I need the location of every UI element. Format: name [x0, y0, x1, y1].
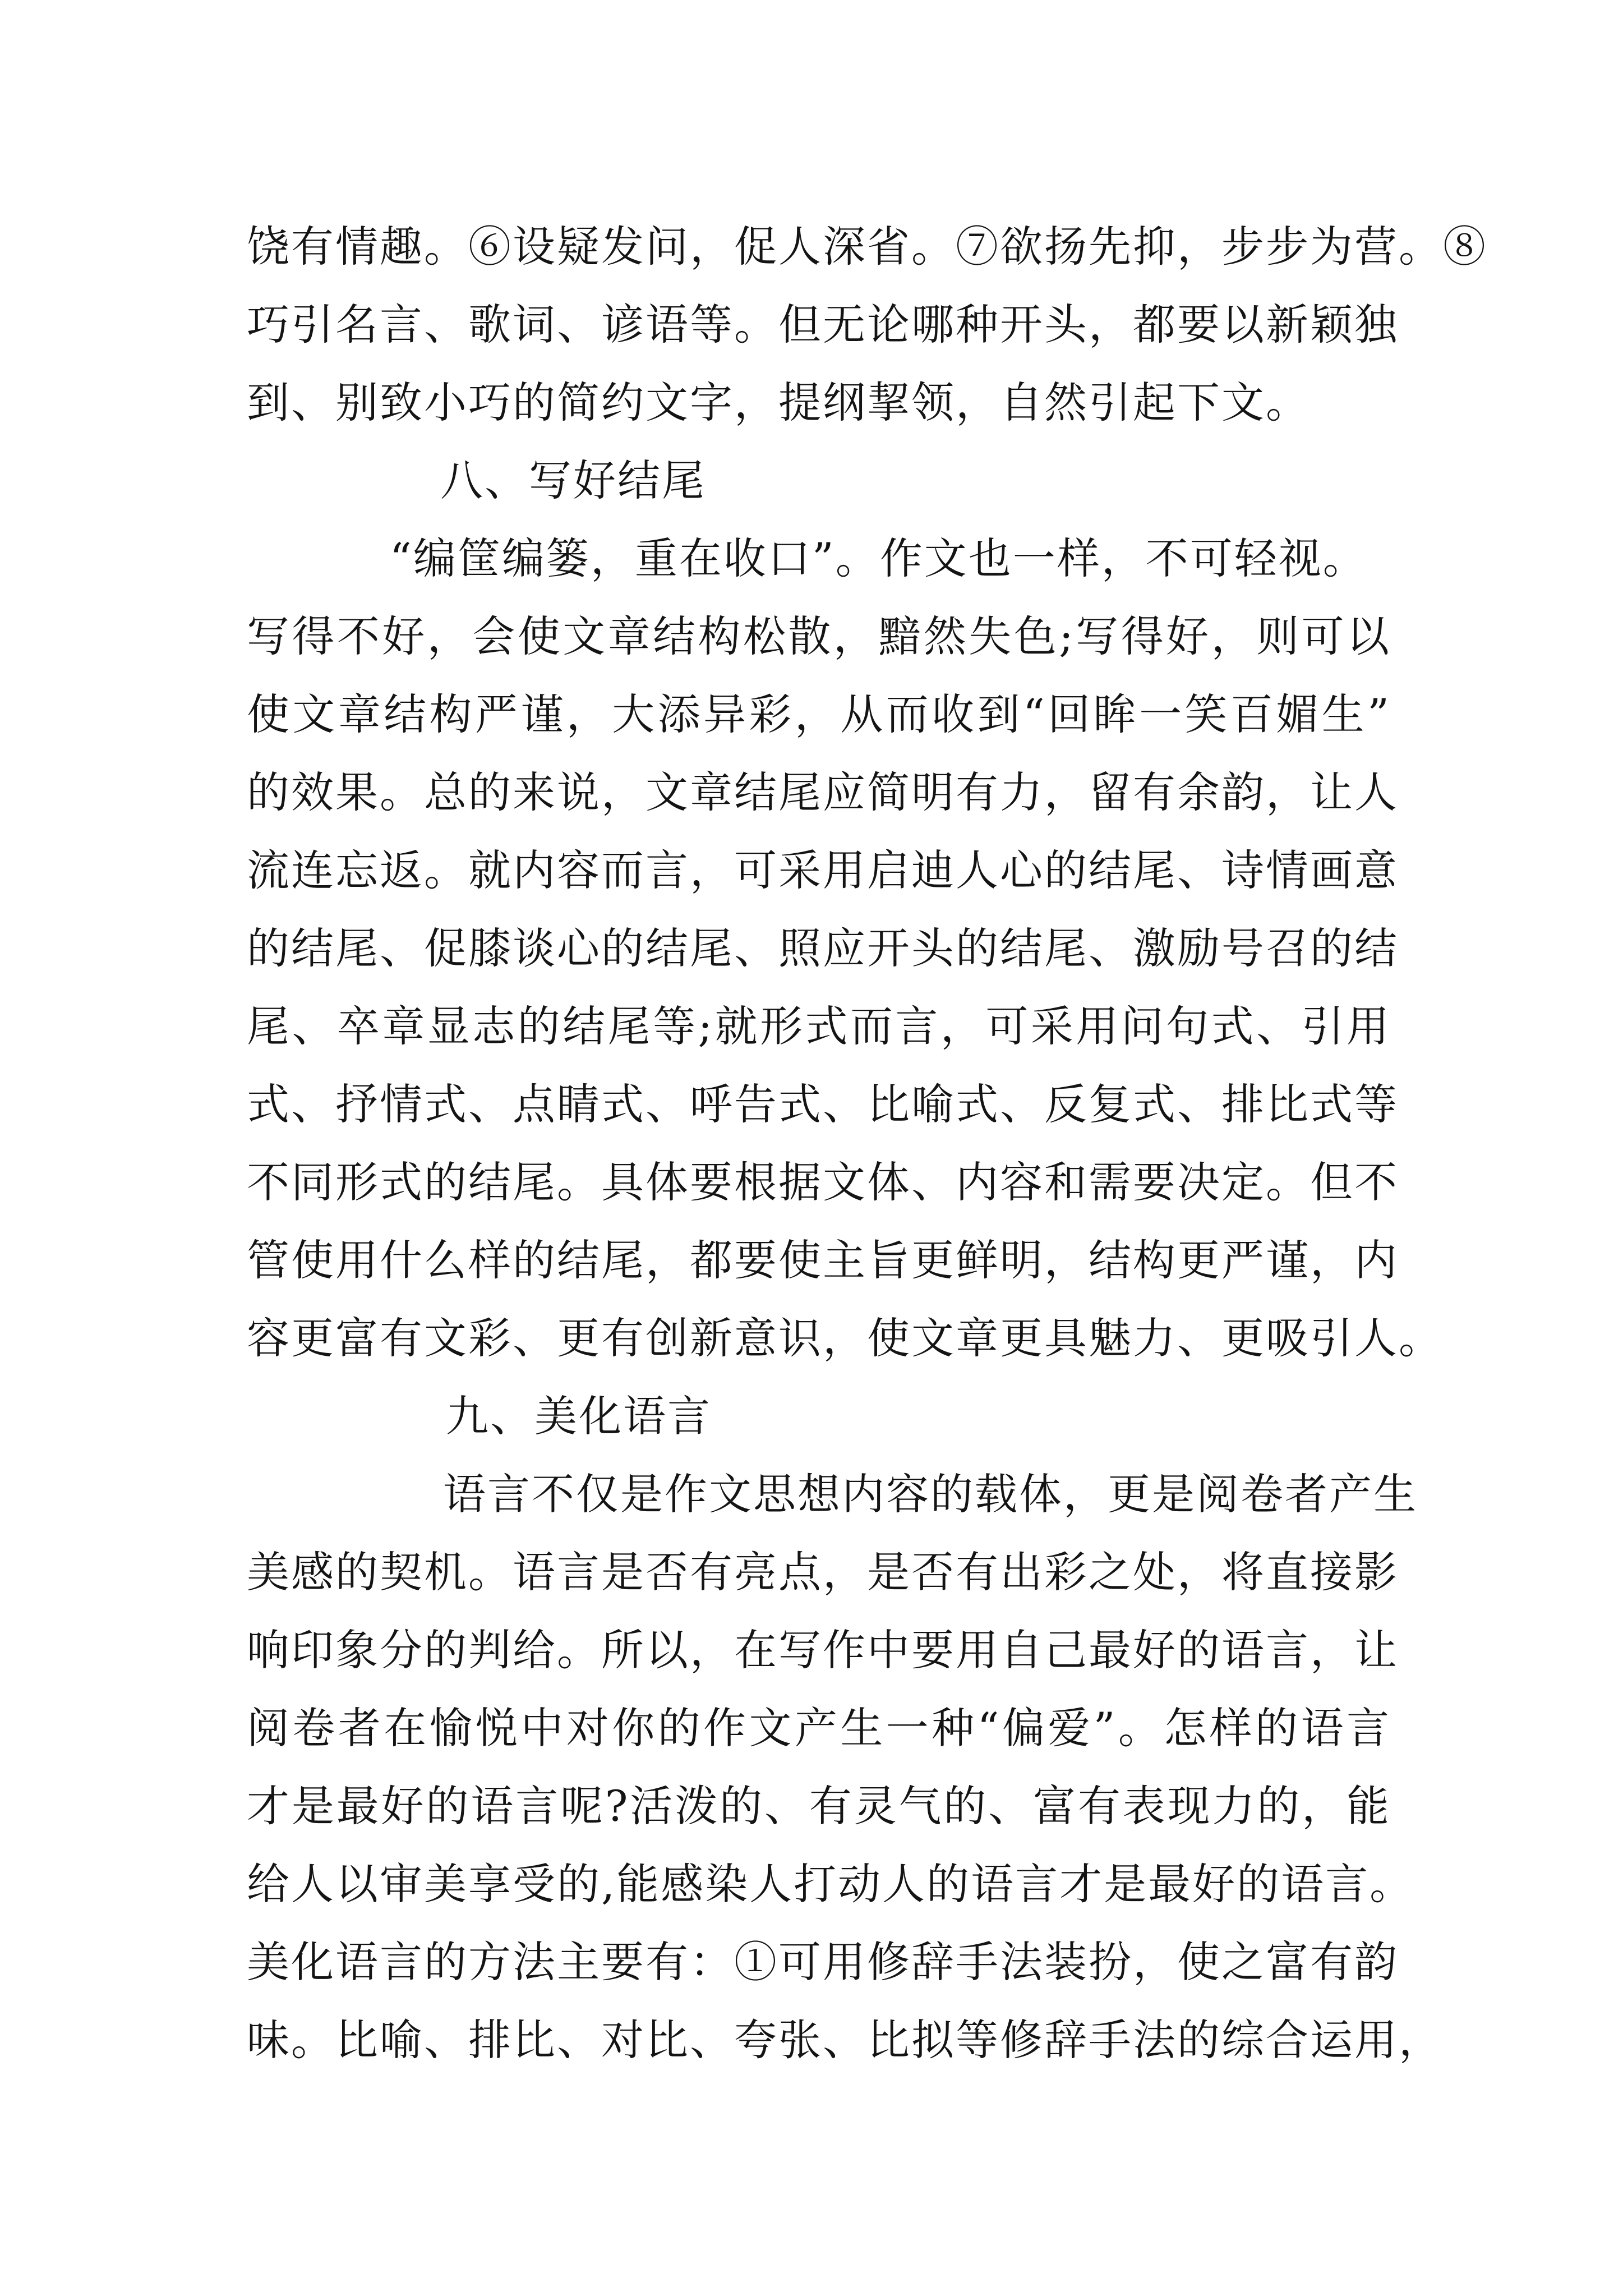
text-line: 的结尾、促膝谈心的结尾、照应开头的结尾、激励号召的结 [247, 923, 1399, 973]
text-line: 给人以审美享受的,能感染人打动人的语言才是最好的语言。 [247, 1859, 1414, 1909]
text-line: 饶有情趣。⑥设疑发问，促人深省。⑦欲扬先抑，步步为营。⑧ [247, 222, 1487, 272]
text-line: 容更富有文彩、更有创新意识，使文章更具魅力、更吸引人。 [247, 1313, 1443, 1363]
text-line: 写得不好，会使文章结构松散，黯然失色;写得好，则可以 [247, 611, 1391, 661]
text-line: 美化语言的方法主要有：①可用修辞手法装扮，使之富有韵 [247, 1937, 1399, 1987]
text-line: 式、抒情式、点睛式、呼告式、比喻式、反复式、排比式等 [247, 1079, 1399, 1129]
section-heading-9: 九、美化语言 [446, 1391, 712, 1441]
text-line: 味。比喻、排比、对比、夸张、比拟等修辞手法的综合运用， [247, 2015, 1443, 2065]
text-line: 响印象分的判给。所以，在写作中要用自己最好的语言，让 [247, 1625, 1399, 1675]
text-line: 不同形式的结尾。具体要根据文体、内容和需要决定。但不 [247, 1157, 1399, 1207]
text-line: 管使用什么样的结尾，都要使主旨更鲜明，结构更严谨，内 [247, 1235, 1399, 1285]
text-line: 使文章结构严谨，大添异彩，从而收到“回眸一笑百媚生” [247, 689, 1391, 739]
text-line: 的效果。总的来说，文章结尾应简明有力，留有余韵，让人 [247, 767, 1399, 817]
paragraph-first-line: “编筐编篓，重在收口”。作文也一样，不可轻视。 [390, 533, 1367, 583]
text-line: 尾、卒章显志的结尾等;就形式而言，可采用问句式、引用 [247, 1001, 1391, 1051]
text-line: 才是最好的语言呢?活泼的、有灵气的、富有表现力的，能 [247, 1781, 1391, 1831]
section-heading-8: 八、写好结尾 [440, 455, 706, 505]
document-body [247, 208, 1487, 2079]
text-line: 流连忘返。就内容而言，可采用启迪人心的结尾、诗情画意 [247, 845, 1399, 895]
text-line: 巧引名言、歌词、谚语等。但无论哪种开头，都要以新颖独 [247, 300, 1399, 349]
text-line: 阅卷者在愉悦中对你的作文产生一种“偏爱”。怎样的语言 [247, 1703, 1391, 1753]
text-line: 美感的契机。语言是否有亮点，是否有出彩之处，将直接影 [247, 1547, 1399, 1597]
paragraph-first-line: 语言不仅是作文思想内容的载体，更是阅卷者产生 [443, 1469, 1418, 1519]
text-line: 到、别致小巧的简约文字，提纲挈领，自然引起下文。 [247, 378, 1310, 427]
